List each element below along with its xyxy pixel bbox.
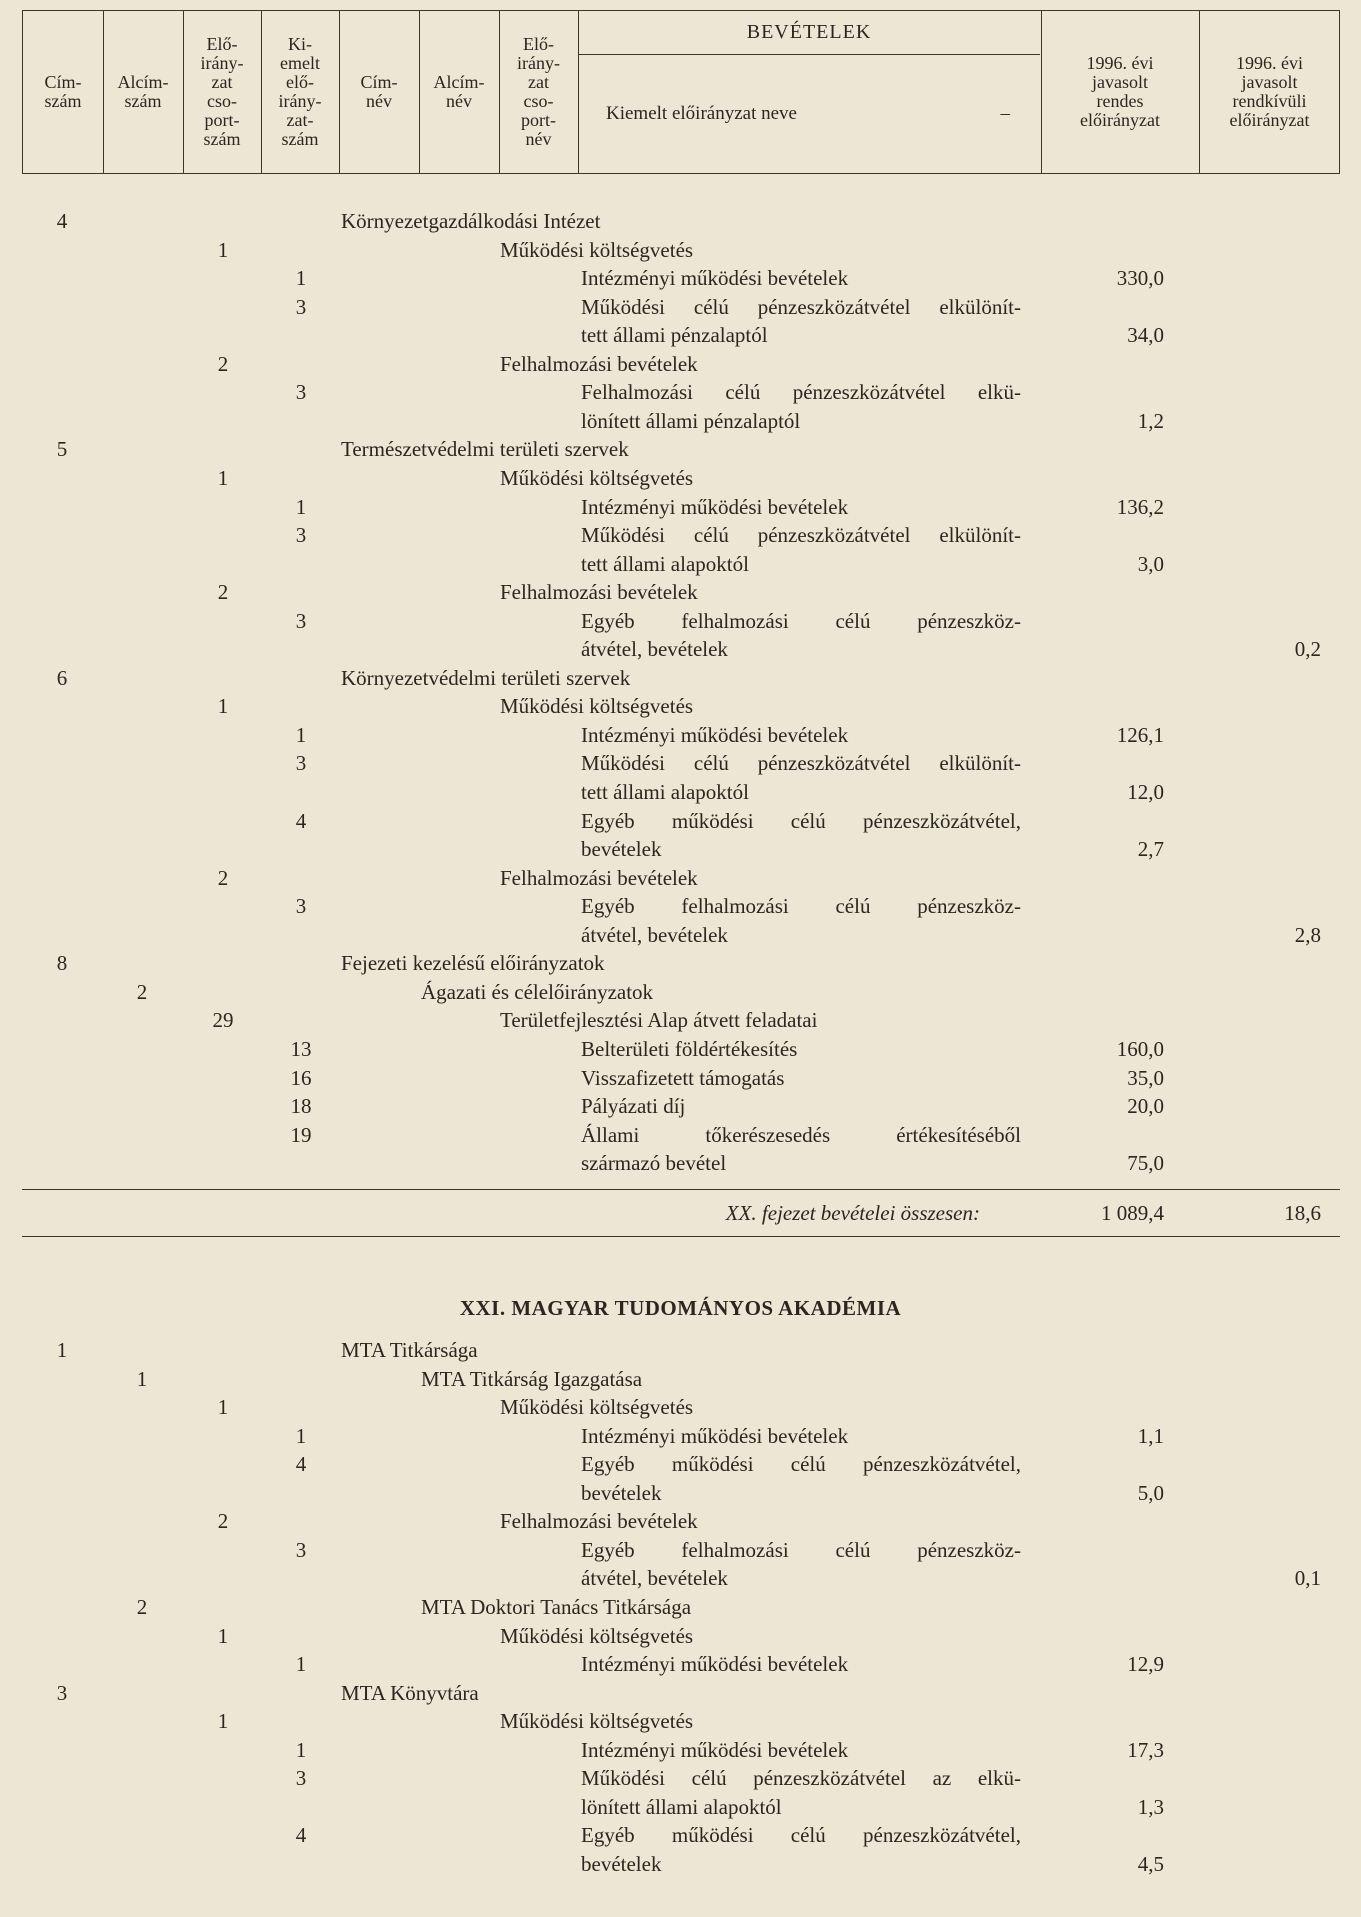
header-cim-nev: Cím- név [339,11,420,173]
row-name: Egyéb felhalmozási célú pénzeszköz- [581,1537,1021,1562]
table-row [0,379,1361,405]
row-name: Belterületi földértékesítés [581,1036,798,1061]
row-name: átvétel, bevételek [581,922,728,947]
row-name: Környezetvédelmi területi szervek [341,665,631,690]
header-cim-szam: Cím- szám [23,11,104,173]
table-row [0,1150,1361,1176]
row-name: bevételek [581,1480,662,1505]
row-code-c4: 1 [295,722,307,747]
row-code-c4: 13 [290,1036,312,1061]
row-code-c4: 4 [295,1823,307,1848]
table-row [0,1480,1361,1506]
row-rendes-amount: 75,0 [1127,1151,1164,1176]
section-title: XXI. MAGYAR TUDOMÁNYOS AKADÉMIA [459,1296,902,1320]
row-name: Környezetgazdálkodási Intézet [341,209,601,233]
table-row [0,265,1361,291]
table-row [0,893,1361,919]
row-code-c2: 2 [136,979,148,1004]
table-row [0,1708,1361,1734]
row-name: Intézményi működési bevételek [581,1737,849,1762]
row-rendes-amount: 2,7 [1137,837,1164,862]
row-code-c4: 19 [290,1122,312,1147]
table-row [0,779,1361,805]
row-name: Működési célú pénzeszközátvétel az elkü- [581,1766,1021,1791]
row-name: Ágazati és célelőirányzatok [421,979,654,1004]
row-code-c4: 3 [295,751,307,776]
row-name: Egyéb működési célú pénzeszközátvétel, [581,1452,1021,1477]
table-row [0,1036,1361,1062]
table-row [0,693,1361,719]
row-rendes-amount: 160,0 [1116,1036,1164,1061]
row-code-c4: 1 [295,1652,307,1677]
row-code-c1: 1 [56,1338,68,1362]
row-rendkivuli-amount: 0,2 [1294,637,1321,662]
row-name: Egyéb működési célú pénzeszközátvétel, [581,1823,1021,1848]
table-header [22,10,1340,174]
row-code-c3: 2 [217,865,229,890]
total-row [0,1200,1361,1226]
table-row [0,351,1361,377]
row-name: Intézményi működési bevételek [581,722,849,747]
table-row [0,465,1361,491]
row-code-c4: 3 [295,1537,307,1562]
row-code-c1: 8 [56,951,68,976]
table-row [0,608,1361,634]
total-rendkivuli: 18,6 [1284,1201,1321,1225]
table-row [0,1822,1361,1848]
row-rendes-amount: 1,2 [1137,408,1164,433]
table-row [0,1851,1361,1877]
row-rendkivuli-amount: 2,8 [1294,922,1321,947]
table-row [0,1565,1361,1591]
row-name: Felhalmozási célú pénzeszközátvétel elkü- [581,380,1021,405]
table-row [0,950,1361,976]
row-name: lönített állami alapoktól [581,1794,782,1819]
row-rendkivuli-amount: 0,1 [1294,1566,1321,1591]
total-rule-bottom [22,1236,1340,1237]
row-rendes-amount: 330,0 [1116,266,1164,291]
row-name: Felhalmozási bevételek [500,580,698,605]
row-name: bevételek [581,837,662,862]
row-name: Egyéb felhalmozási célú pénzeszköz- [581,894,1021,919]
row-name: bevételek [581,1851,662,1876]
row-code-c4: 3 [295,380,307,405]
table-row [0,237,1361,263]
table-row [0,1451,1361,1477]
row-code-c1: 5 [56,437,68,462]
row-name: átvétel, bevételek [581,1566,728,1591]
row-name: lönített állami pénzalaptól [581,408,801,433]
row-name: MTA Doktori Tanács Titkársága [421,1594,692,1619]
row-name: MTA Titkárság Igazgatása [421,1366,643,1391]
table-row [0,408,1361,434]
table-row [0,1337,1361,1363]
row-code-c4: 4 [295,808,307,833]
row-name: Egyéb működési célú pénzeszközátvétel, [581,808,1021,833]
row-name: Pályázati díj [581,1094,686,1119]
row-name: tett állami alapoktól [581,780,749,804]
row-name: Természetvédelmi területi szervek [341,437,629,462]
row-name: Működési célú pénzeszközátvétel elkülönít- [581,751,1021,776]
row-code-c3: 1 [217,237,229,262]
table-row [0,1394,1361,1420]
row-code-c3: 1 [217,1709,229,1734]
row-name: Működési célú pénzeszközátvétel elkülönít- [581,294,1021,319]
table-row [0,836,1361,862]
row-code-c4: 1 [295,1737,307,1762]
row-rendes-amount: 136,2 [1116,494,1164,519]
header-bevetelek: BEVÉTELEK [578,11,1040,55]
row-name: Felhalmozási bevételek [500,1509,698,1534]
row-code-c4: 3 [295,1766,307,1791]
header-eloiranyzat-csoport-szam: Elő- irány- zat cso- port- szám [183,11,262,173]
row-name: Működési költségvetés [500,1395,694,1420]
table-row [0,1122,1361,1148]
row-rendes-amount: 34,0 [1127,323,1164,348]
row-name: Fejezeti kezelésű előirányzatok [341,951,605,976]
table-row [0,1065,1361,1091]
table-row [0,436,1361,462]
table-row [0,979,1361,1005]
table-row [0,1794,1361,1820]
row-rendes-amount: 35,0 [1127,1065,1164,1090]
table-row [0,1680,1361,1706]
row-code-c3: 1 [217,465,229,490]
table-row [0,1366,1361,1392]
row-rendes-amount: 20,0 [1127,1094,1164,1119]
table-row [0,208,1361,234]
table-row [0,322,1361,348]
row-code-c4: 3 [295,608,307,633]
table-row [0,1423,1361,1449]
header-rendkivuli: 1996. évi javasolt rendkívüli előirányzat [1199,11,1339,173]
table-row [0,865,1361,891]
row-name: Területfejlesztési Alap átvett feladatai [500,1008,818,1033]
table-row [0,579,1361,605]
row-rendes-amount: 3,0 [1137,551,1164,576]
row-code-c1: 4 [56,209,68,233]
table-row [0,750,1361,776]
row-code-c4: 1 [295,1423,307,1448]
row-code-c4: 3 [295,894,307,919]
row-code-c3: 2 [217,351,229,376]
row-name: Intézményi működési bevételek [581,1423,849,1448]
row-name: Működési költségvetés [500,1623,694,1648]
row-code-c3: 1 [217,694,229,719]
row-rendes-amount: 5,0 [1137,1480,1164,1505]
header-kiemelt-eloiranyzat-szam: Ki- emelt elő- irány- zat- szám [261,11,340,173]
header-eloiranyzat-csoport-nev: Elő- irány- zat cso- port- név [499,11,579,173]
row-name: Felhalmozási bevételek [500,865,698,890]
row-name: Működési költségvetés [500,1709,694,1734]
row-code-c3: 2 [217,1509,229,1534]
table-row [0,1651,1361,1677]
row-name: származó bevétel [581,1151,727,1176]
row-name: tett állami alapoktól [581,551,749,576]
row-code-c3: 29 [212,1008,234,1033]
table-row [0,1594,1361,1620]
table-row [0,1007,1361,1033]
row-name: Intézményi működési bevételek [581,494,849,519]
row-code-c4: 16 [290,1065,312,1090]
row-name: Működési költségvetés [500,237,694,262]
row-code-c3: 2 [217,580,229,605]
row-name: Működési célú pénzeszközátvétel elkülönít- [581,523,1021,548]
table-row [0,1508,1361,1534]
row-name: Felhalmozási bevételek [500,351,698,376]
table-row [0,1093,1361,1119]
table-row [0,722,1361,748]
row-code-c2: 1 [136,1366,148,1391]
row-name: Visszafizetett támogatás [581,1065,785,1090]
row-rendes-amount: 17,3 [1127,1737,1164,1762]
table-row [0,1537,1361,1563]
row-code-c4: 18 [290,1094,312,1119]
row-code-c2: 2 [136,1594,148,1619]
row-rendes-amount: 1,1 [1137,1423,1164,1448]
row-name: Működési költségvetés [500,694,694,719]
header-kiemelt-eloiranyzat-neve: Kiemelt előirányzat neve – [606,102,1010,124]
row-code-c1: 6 [56,665,68,690]
row-rendes-amount: 12,0 [1127,780,1164,804]
table-row [0,522,1361,548]
row-code-c4: 1 [295,266,307,291]
row-code-c4: 3 [295,523,307,548]
row-code-c4: 3 [295,294,307,319]
table-row [0,665,1361,691]
row-code-c4: 4 [295,1452,307,1477]
total-rule-top [22,1189,1340,1190]
row-name: Működési költségvetés [500,465,694,490]
header-rendes: 1996. évi javasolt rendes előirányzat [1041,11,1200,173]
row-name: Intézményi működési bevételek [581,266,849,291]
table-row [0,922,1361,948]
table-row [0,494,1361,520]
row-rendes-amount: 12,9 [1127,1652,1164,1677]
row-name: tett állami pénzalaptól [581,323,768,348]
row-rendes-amount: 4,5 [1137,1851,1164,1876]
header-alcim-szam: Alcím- szám [103,11,184,173]
row-name: MTA Könyvtára [341,1680,479,1705]
row-name: Intézményi működési bevételek [581,1652,849,1677]
table-row [0,294,1361,320]
table-row [0,636,1361,662]
header-alcim-nev: Alcím- név [419,11,500,173]
row-rendes-amount: 1,3 [1137,1794,1164,1819]
total-label: XX. fejezet bevételei összesen: [725,1201,980,1225]
table-row [0,1737,1361,1763]
row-code-c1: 3 [56,1680,68,1705]
row-name: MTA Titkársága [341,1338,478,1362]
total-rendes: 1 089,4 [1101,1201,1164,1225]
table-row [0,1623,1361,1649]
table-row [0,1765,1361,1791]
row-code-c3: 1 [217,1395,229,1420]
table-row [0,551,1361,577]
table-row [0,808,1361,834]
row-rendes-amount: 126,1 [1116,722,1164,747]
row-code-c4: 1 [295,494,307,519]
row-name: átvétel, bevételek [581,637,728,662]
row-code-c3: 1 [217,1623,229,1648]
row-name: Állami tőkerészesedés értékesítéséből [581,1122,1021,1147]
row-name: Egyéb felhalmozási célú pénzeszköz- [581,608,1021,633]
